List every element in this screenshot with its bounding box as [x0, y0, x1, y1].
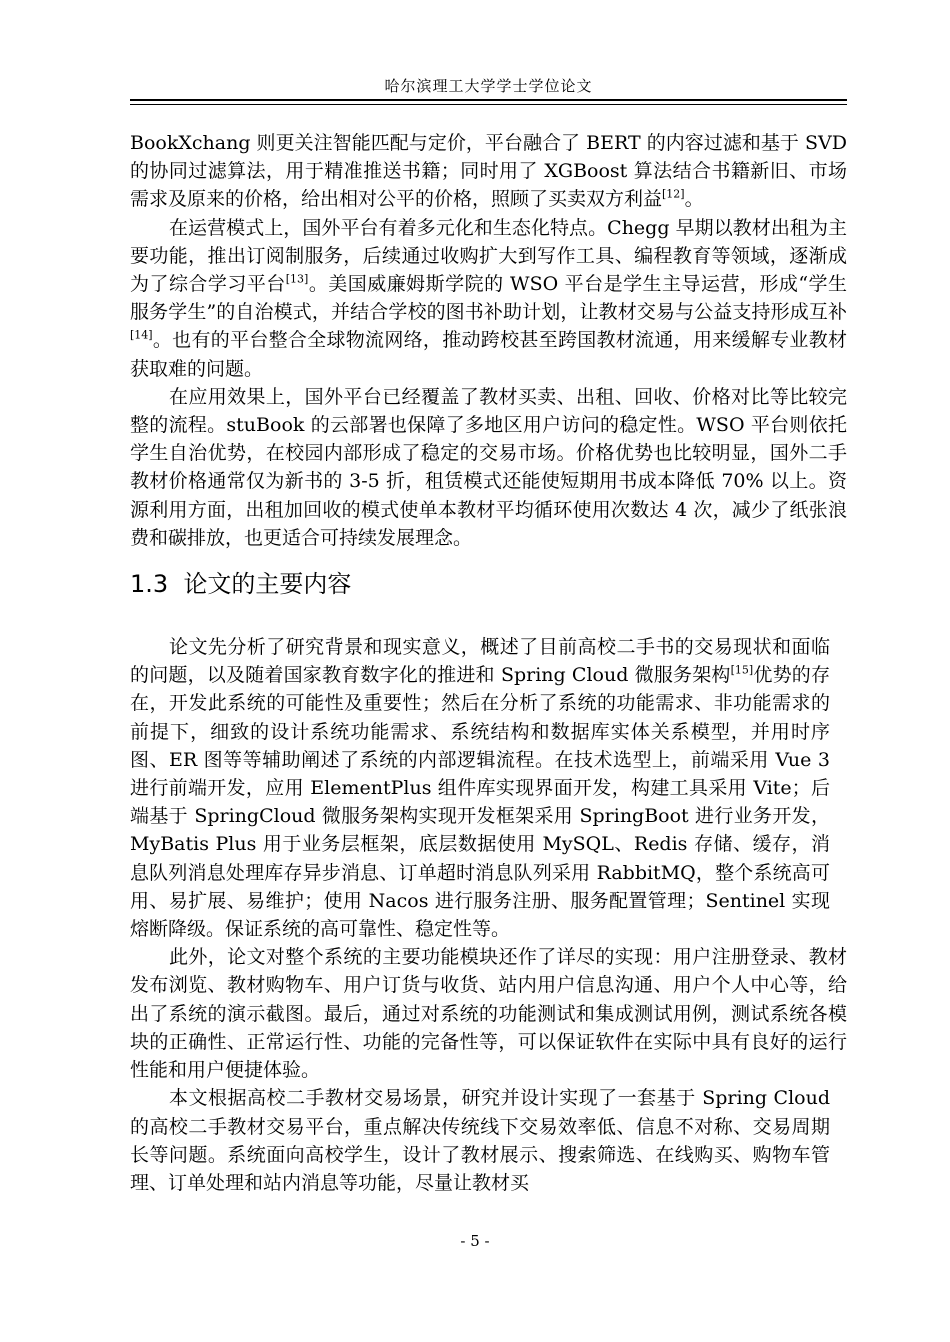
- paragraph-text: 。也有的平台整合全球物流网络，推动跨校甚至跨国教材流通，用来缓解专业教材获取难的问题。: [130, 329, 847, 380]
- paragraph-text: 论文先分析了研究背景和现实意义，概述了目前高校二手书的交易现状和面临的问题，以及随着国家教育数字化的推进和 Spring Cloud 微服务架构: [130, 636, 830, 687]
- paragraph-text: BookXchang 则更关注智能匹配与定价，平台融合了 BERT 的内容过滤和基于 SVD 的协同过滤算法，用于精准推送书籍；同时用了 XGBoost 算法结合书籍新旧、市场需求及原来的价格，给出相对公平的价格，照顾了买卖双方利益: [130, 132, 847, 211]
- body-text: [130, 129, 847, 1197]
- paragraph-operation-mode: [130, 214, 847, 383]
- citation-ref: [14]: [130, 329, 153, 343]
- paragraph-application-effect: 在应用效果上，国外平台已经覆盖了教材买卖、出租、回收、价格对比等比较完整的流程。stuBook 的云部署也保障了多地区用户访问的稳定性。WSO 平台则依托学生自治优势，在校园内部形成了稳定的交易市场。价格优势也比较明显，国外二手教材价格通常仅为新书的 3-5 折，租赁模式还能使短期用书成本降低 70% 以上。资源利用方面，出租加回收的模式使单本教材平均循环使用次数达 4 次，减少了纸张浪费和碳排放，也更适合可持续发展理念。: [130, 385, 847, 549]
- paragraph-text: 在运营模式上，国外平台有着多元化和生态化特点。Chegg 早期以教材出租为主要功能，推出订阅制服务，后续通过收购扩大到写作工具、编程教育等领域，逐渐成为了综合学习平台: [130, 216, 847, 296]
- paragraph-text: 。美国威廉姆斯学院的 WSO 平台是学生主导运营，形成“学生服务学生”的自治模式，并结合学校的图书补助计划，让教材交易与公益支持形成互补: [130, 273, 847, 324]
- citation-ref: [13]: [285, 272, 309, 286]
- paragraph-summary: 本文根据高校二手教材交易场景，研究并设计实现了一套基于 Spring Cloud 的高校二手教材交易平台，重点解决传统线下交易效率低、信息不对称、交易周期长等问题。系统面向高校学生，设计了教材展示、搜索筛选、在线购买、购物车管理、订单处理和站内消息等功能，尽量让教材买: [130, 1087, 830, 1194]
- section-number: 1.3: [130, 570, 169, 599]
- section-heading: [130, 567, 847, 601]
- section-title: 论文的主要内容: [183, 570, 352, 599]
- paragraph-bookxchang: [130, 129, 847, 214]
- paragraph-thesis-overview: [130, 633, 830, 943]
- header-rule-thin: [130, 104, 847, 105]
- citation-ref: [15]: [730, 663, 754, 677]
- page-number: - 5 -: [460, 1232, 490, 1250]
- paragraph-text: 优势的存在，开发此系统的可能性及重要性；然后在分析了系统的功能需求、非功能需求的前提下，细致的设计系统功能需求、系统结构和数据库实体关系模型，并用时序图、ER 图等等辅助阐述了系统的内部逻辑流程。在技术选型上，前端采用 Vue 3 进行前端开发，应用 ElementPlus 组件库实现界面开发，构建工具采用 Vite；后端基于 SpringCloud 微服务架构实现开发框架采用 SpringBoot 进行业务开发，MyBatis Plus 用于业务层框架，底层数据使用 MySQL、Redis 存储、缓存，消息队列消息处理库存异步消息、订单超时消息队列采用 RabbitMQ，整个系统高可用、易扩展、易维护；使用 Nacos 进行服务注册、服务配置管理；Sentinel 实现熔断降级。保证系统的高可靠性、稳定性等。: [130, 664, 830, 941]
- paragraph-implementation: 此外，论文对整个系统的主要功能模块还作了详尽的实现：用户注册登录、教材发布浏览、教材购物车、用户订货与收货、站内用户信息沟通、用户个人中心等，给出了系统的演示截图。最后，通过对系统的功能测试和集成测试用例，测试系统各模块的正确性、正常运行性、功能的完备性等，可以保证软件在实际中具有良好的运行性能和用户便捷体验。: [130, 946, 847, 1082]
- citation-ref: [12]: [662, 188, 685, 202]
- header-rule-thick: [130, 99, 847, 101]
- paragraph-text: 。: [684, 188, 704, 211]
- running-header: 哈尔滨理工大学学士学位论文: [384, 77, 593, 95]
